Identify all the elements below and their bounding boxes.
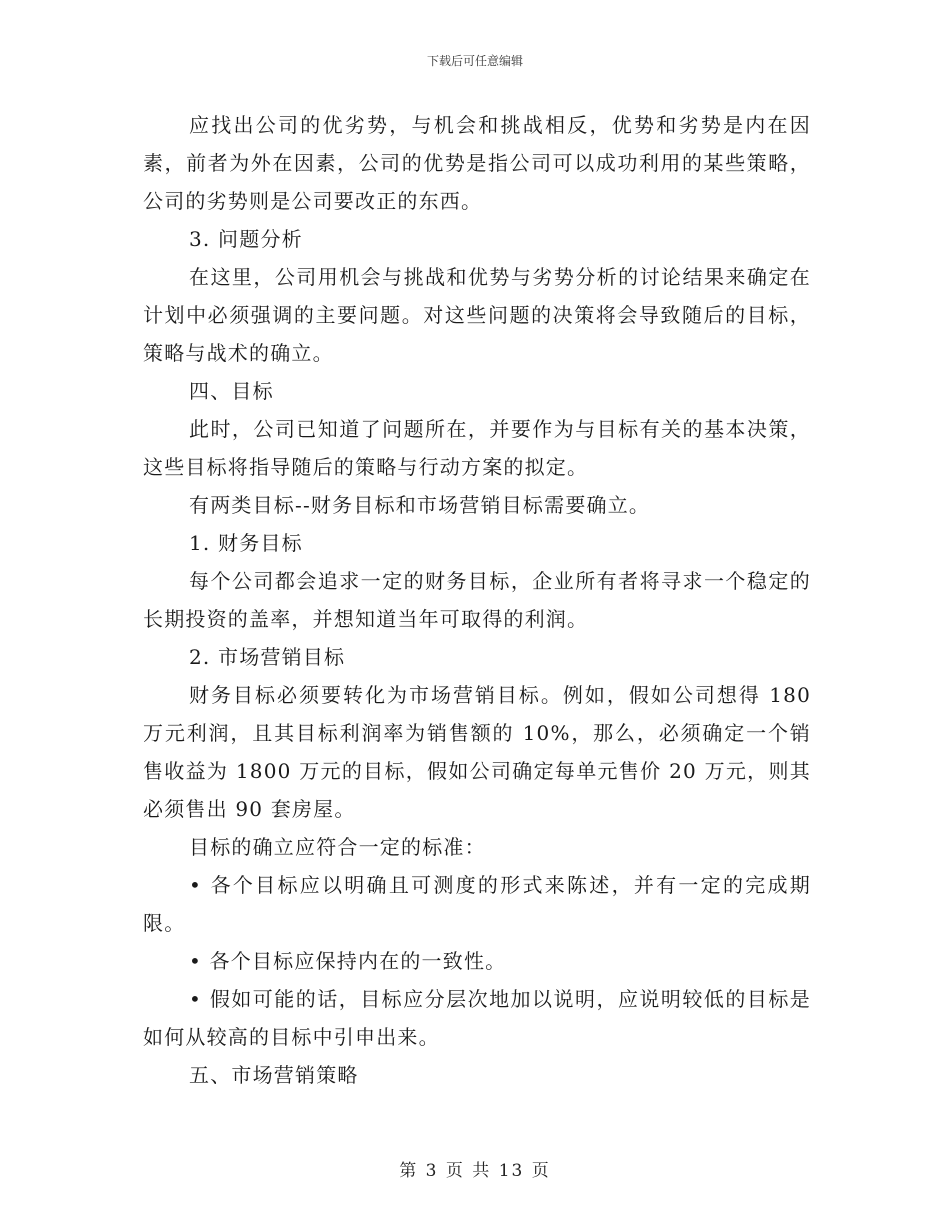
- document-body: [143, 106, 811, 1094]
- bullet-measurable: • 各个目标应以明确且可测度的形式来陈述，并有一定的完成期限。: [143, 873, 811, 935]
- heading-financial-objectives: 1. 财务目标: [189, 531, 303, 555]
- heading-marketing-objectives: 2. 市场营销目标: [189, 645, 346, 669]
- paragraph-marketing-objectives: 财务目标必须要转化为市场营销目标。例如，假如公司想得 180 万元利润，且其目标利润率为销售额的 10%，那么，必须确定一个销售收益为 1800 万元的目标，假如公司确定每单元售价 20 万元，则其必须售出 90 套房屋。: [143, 683, 811, 821]
- paragraph-objectives-intro: 此时，公司已知道了问题所在，并要作为与目标有关的基本决策，这些目标将指导随后的策略与行动方案的拟定。: [143, 417, 811, 479]
- paragraph-financial-objectives: 每个公司都会追求一定的财务目标，企业所有者将寻求一个稳定的长期投资的盖率，并想知道当年可取得的利润。: [143, 569, 811, 631]
- paragraph-objective-criteria: 目标的确立应符合一定的标准：: [189, 835, 486, 859]
- bullet-consistency: • 各个目标应保持内在的一致性。: [189, 949, 507, 973]
- paragraph-strengths-weaknesses: 应找出公司的优劣势，与机会和挑战相反，优势和劣势是内在因素，前者为外在因素，公司的优势是指公司可以成功利用的某些策略，公司的劣势则是公司要改正的东西。: [143, 113, 811, 213]
- bullet-hierarchy: • 假如可能的话，目标应分层次地加以说明，应说明较低的目标是如何从较高的目标中引申出来。: [143, 987, 811, 1049]
- page-header: 下载后可任意编辑: [426, 54, 523, 68]
- heading-problem-analysis: 3. 问题分析: [189, 227, 303, 251]
- page-footer: 第 3 页 共 13 页: [399, 1161, 551, 1181]
- heading-marketing-strategy: 五、市场营销策略: [189, 1063, 359, 1087]
- paragraph-two-objective-types: 有两类目标--财务目标和市场营销目标需要确立。: [189, 493, 651, 517]
- heading-objectives: 四、目标: [189, 379, 274, 403]
- paragraph-problem-analysis: 在这里，公司用机会与挑战和优势与劣势分析的讨论结果来确定在计划中必须强调的主要问题。对这些问题的决策将会导致随后的目标，策略与战术的确立。: [143, 265, 811, 365]
